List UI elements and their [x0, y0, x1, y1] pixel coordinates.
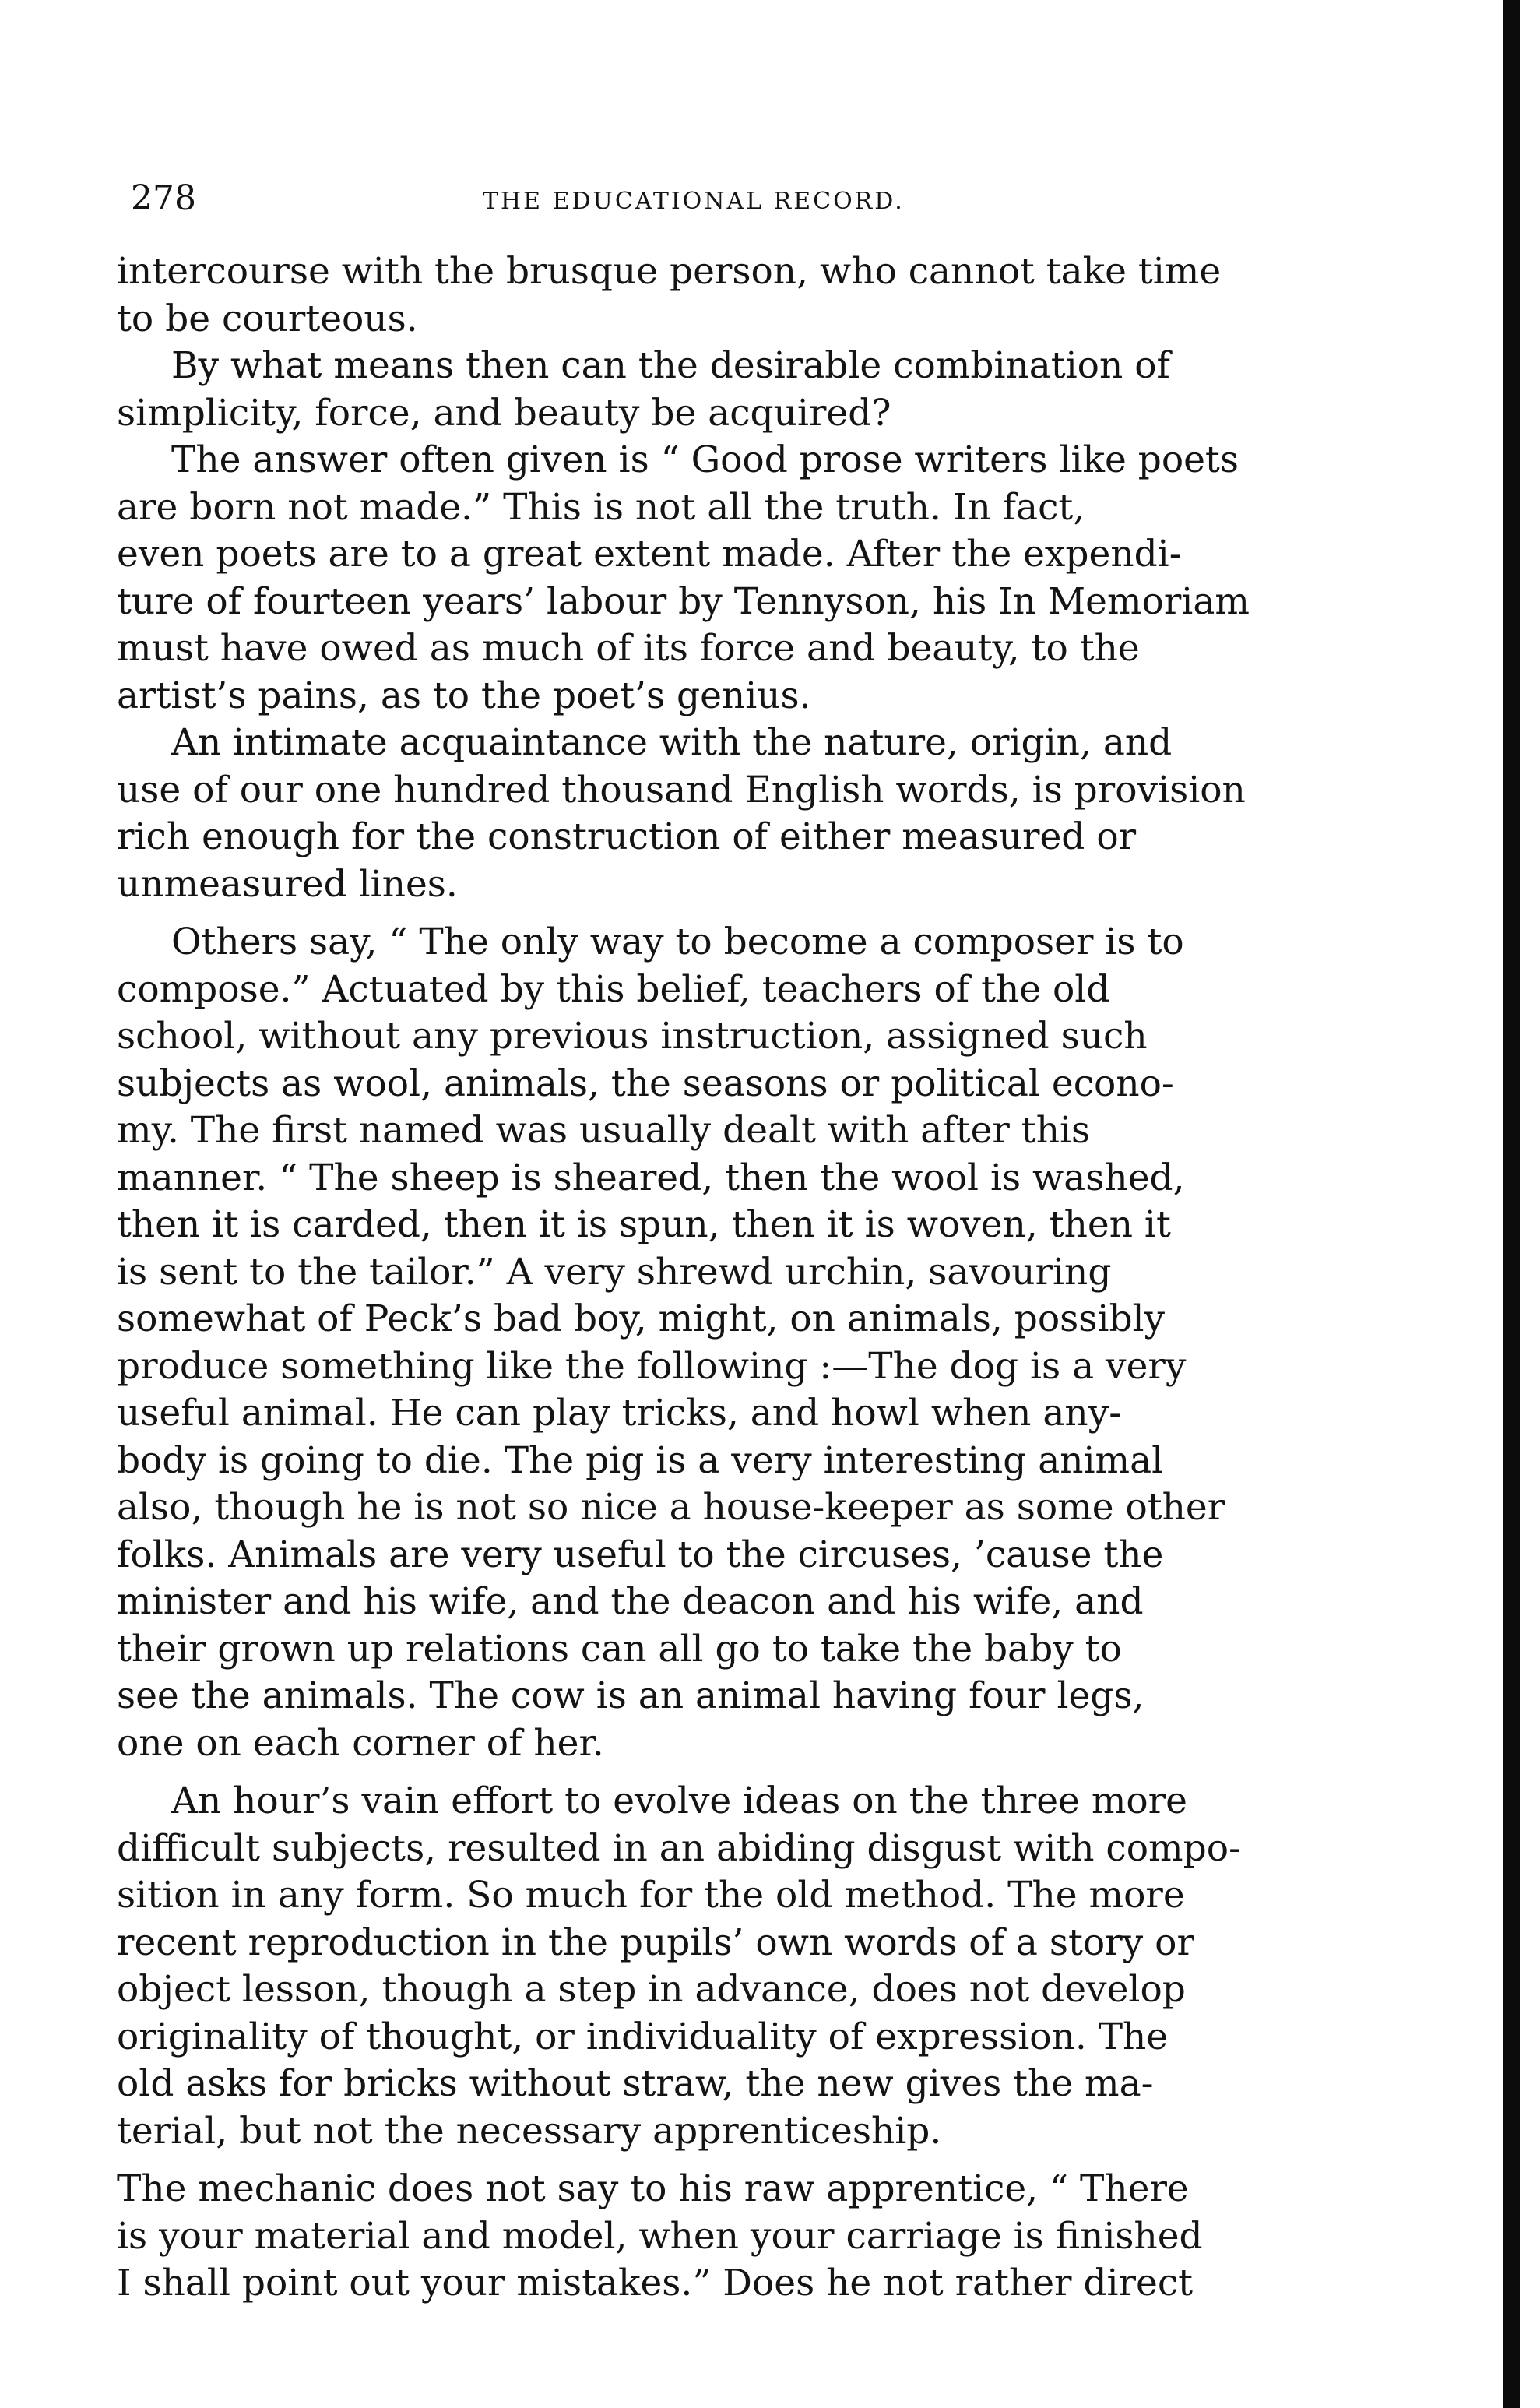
text-line: The answer often given is “ Good prose writers like poets: [171, 438, 1239, 481]
text-line: somewhat of Peck’s bad boy, might, on animals, possibly: [117, 1297, 1166, 1340]
text-line: difficult subjects, resulted in an abiding disgust with compo-: [117, 1826, 1241, 1870]
text-line: my. The first named was usually dealt with after this: [117, 1109, 1091, 1152]
text-line: also, though he is not so nice a house-keeper as some other: [117, 1486, 1225, 1529]
text-line: to be courteous.: [117, 297, 418, 340]
text-line: school, without any previous instruction, assigned such: [117, 1015, 1148, 1058]
page-number: 278: [131, 178, 196, 218]
text-line: recent reproduction in the pupils’ own words of a story or: [117, 1920, 1194, 1964]
text-line: are born not made.” This is not all the truth. In fact,: [117, 485, 1085, 529]
text-line: manner. “ The sheep is sheared, then the wool is washed,: [117, 1156, 1185, 1199]
text-line: ture of fourteen years’ labour by Tennyson, his In Memoriam: [117, 579, 1250, 623]
text-line: terial, but not the necessary apprenticeship.: [117, 2109, 942, 2153]
running-head: [117, 175, 1347, 222]
text-line: originality of thought, or individuality of expression. The: [117, 2015, 1169, 2058]
text-line: By what means then can the desirable combination of: [171, 344, 1170, 387]
text-line: folks. Animals are very useful to the circuses, ’cause the: [117, 1533, 1164, 1576]
text-line: then it is carded, then it is spun, then it is woven, then it: [117, 1203, 1171, 1246]
text-line: produce something like the following :—The dog is a very: [117, 1344, 1187, 1388]
page-edge-bar: [1503, 0, 1520, 2408]
text-line: compose.” Actuated by this belief, teachers of the old: [117, 967, 1110, 1011]
text-line: rich enough for the construction of either measured or: [117, 815, 1137, 858]
paragraph: [117, 919, 1347, 1767]
page: [117, 175, 1347, 2308]
text-line: sition in any form. So much for the old method. The more: [117, 1874, 1185, 1917]
text-line: Others say, “ The only way to become a composer is to: [171, 921, 1184, 963]
text-line: must have owed as much of its force and beauty, to the: [117, 627, 1140, 670]
text-line: see the animals. The cow is an animal having four legs,: [117, 1674, 1144, 1717]
text-line: unmeasured lines.: [117, 862, 458, 906]
paragraph: [117, 343, 1347, 437]
text-line: is your material and model, when your carriage is finished: [117, 2214, 1203, 2258]
text-line: An hour’s vain effort to evolve ideas on the three more: [171, 1780, 1187, 1822]
text-line: subjects as wool, animals, the seasons or political econo-: [117, 1061, 1174, 1105]
text-line: one on each corner of her.: [117, 1721, 604, 1765]
text-line: body is going to die. The pig is a very interesting animal: [117, 1438, 1164, 1482]
paragraph: [117, 248, 1347, 343]
text-line: their grown up relations can all go to take the baby to: [117, 1627, 1122, 1670]
text-line: minister and his wife, and the deacon and his wife, and: [117, 1580, 1144, 1623]
text-line: object lesson, though a step in advance, does not develop: [117, 1968, 1186, 2011]
text-line: useful animal. He can play tricks, and howl when any-: [117, 1392, 1122, 1435]
text-line: The mechanic does not say to his raw apprentice, “ There: [117, 2167, 1189, 2210]
text-line: even poets are to a great extent made. After the expendi-: [117, 533, 1182, 576]
text-line: simplicity, force, and beauty be acquired?: [117, 391, 891, 435]
text-line: is sent to the tailor.” A very shrewd urchin, savouring: [117, 1250, 1112, 1294]
body-text: [117, 248, 1347, 2308]
text-line: old asks for bricks without straw, the new gives the ma-: [117, 2062, 1154, 2105]
paragraph: [117, 2166, 1347, 2308]
journal-title: THE EDUCATIONAL RECORD.: [483, 188, 905, 215]
text-line: intercourse with the brusque person, who cannot take time: [117, 250, 1222, 293]
text-line: artist’s pains, as to the poet’s genius.: [117, 674, 811, 717]
text-line: An intimate acquaintance with the nature, origin, and: [171, 721, 1173, 764]
paragraph: [117, 437, 1347, 720]
paragraph: [117, 720, 1347, 908]
text-line: I shall point out your mistakes.” Does he not rather direct: [117, 2262, 1194, 2304]
paragraph: [117, 1778, 1347, 2155]
text-line: use of our one hundred thousand English words, is provision: [117, 768, 1246, 811]
